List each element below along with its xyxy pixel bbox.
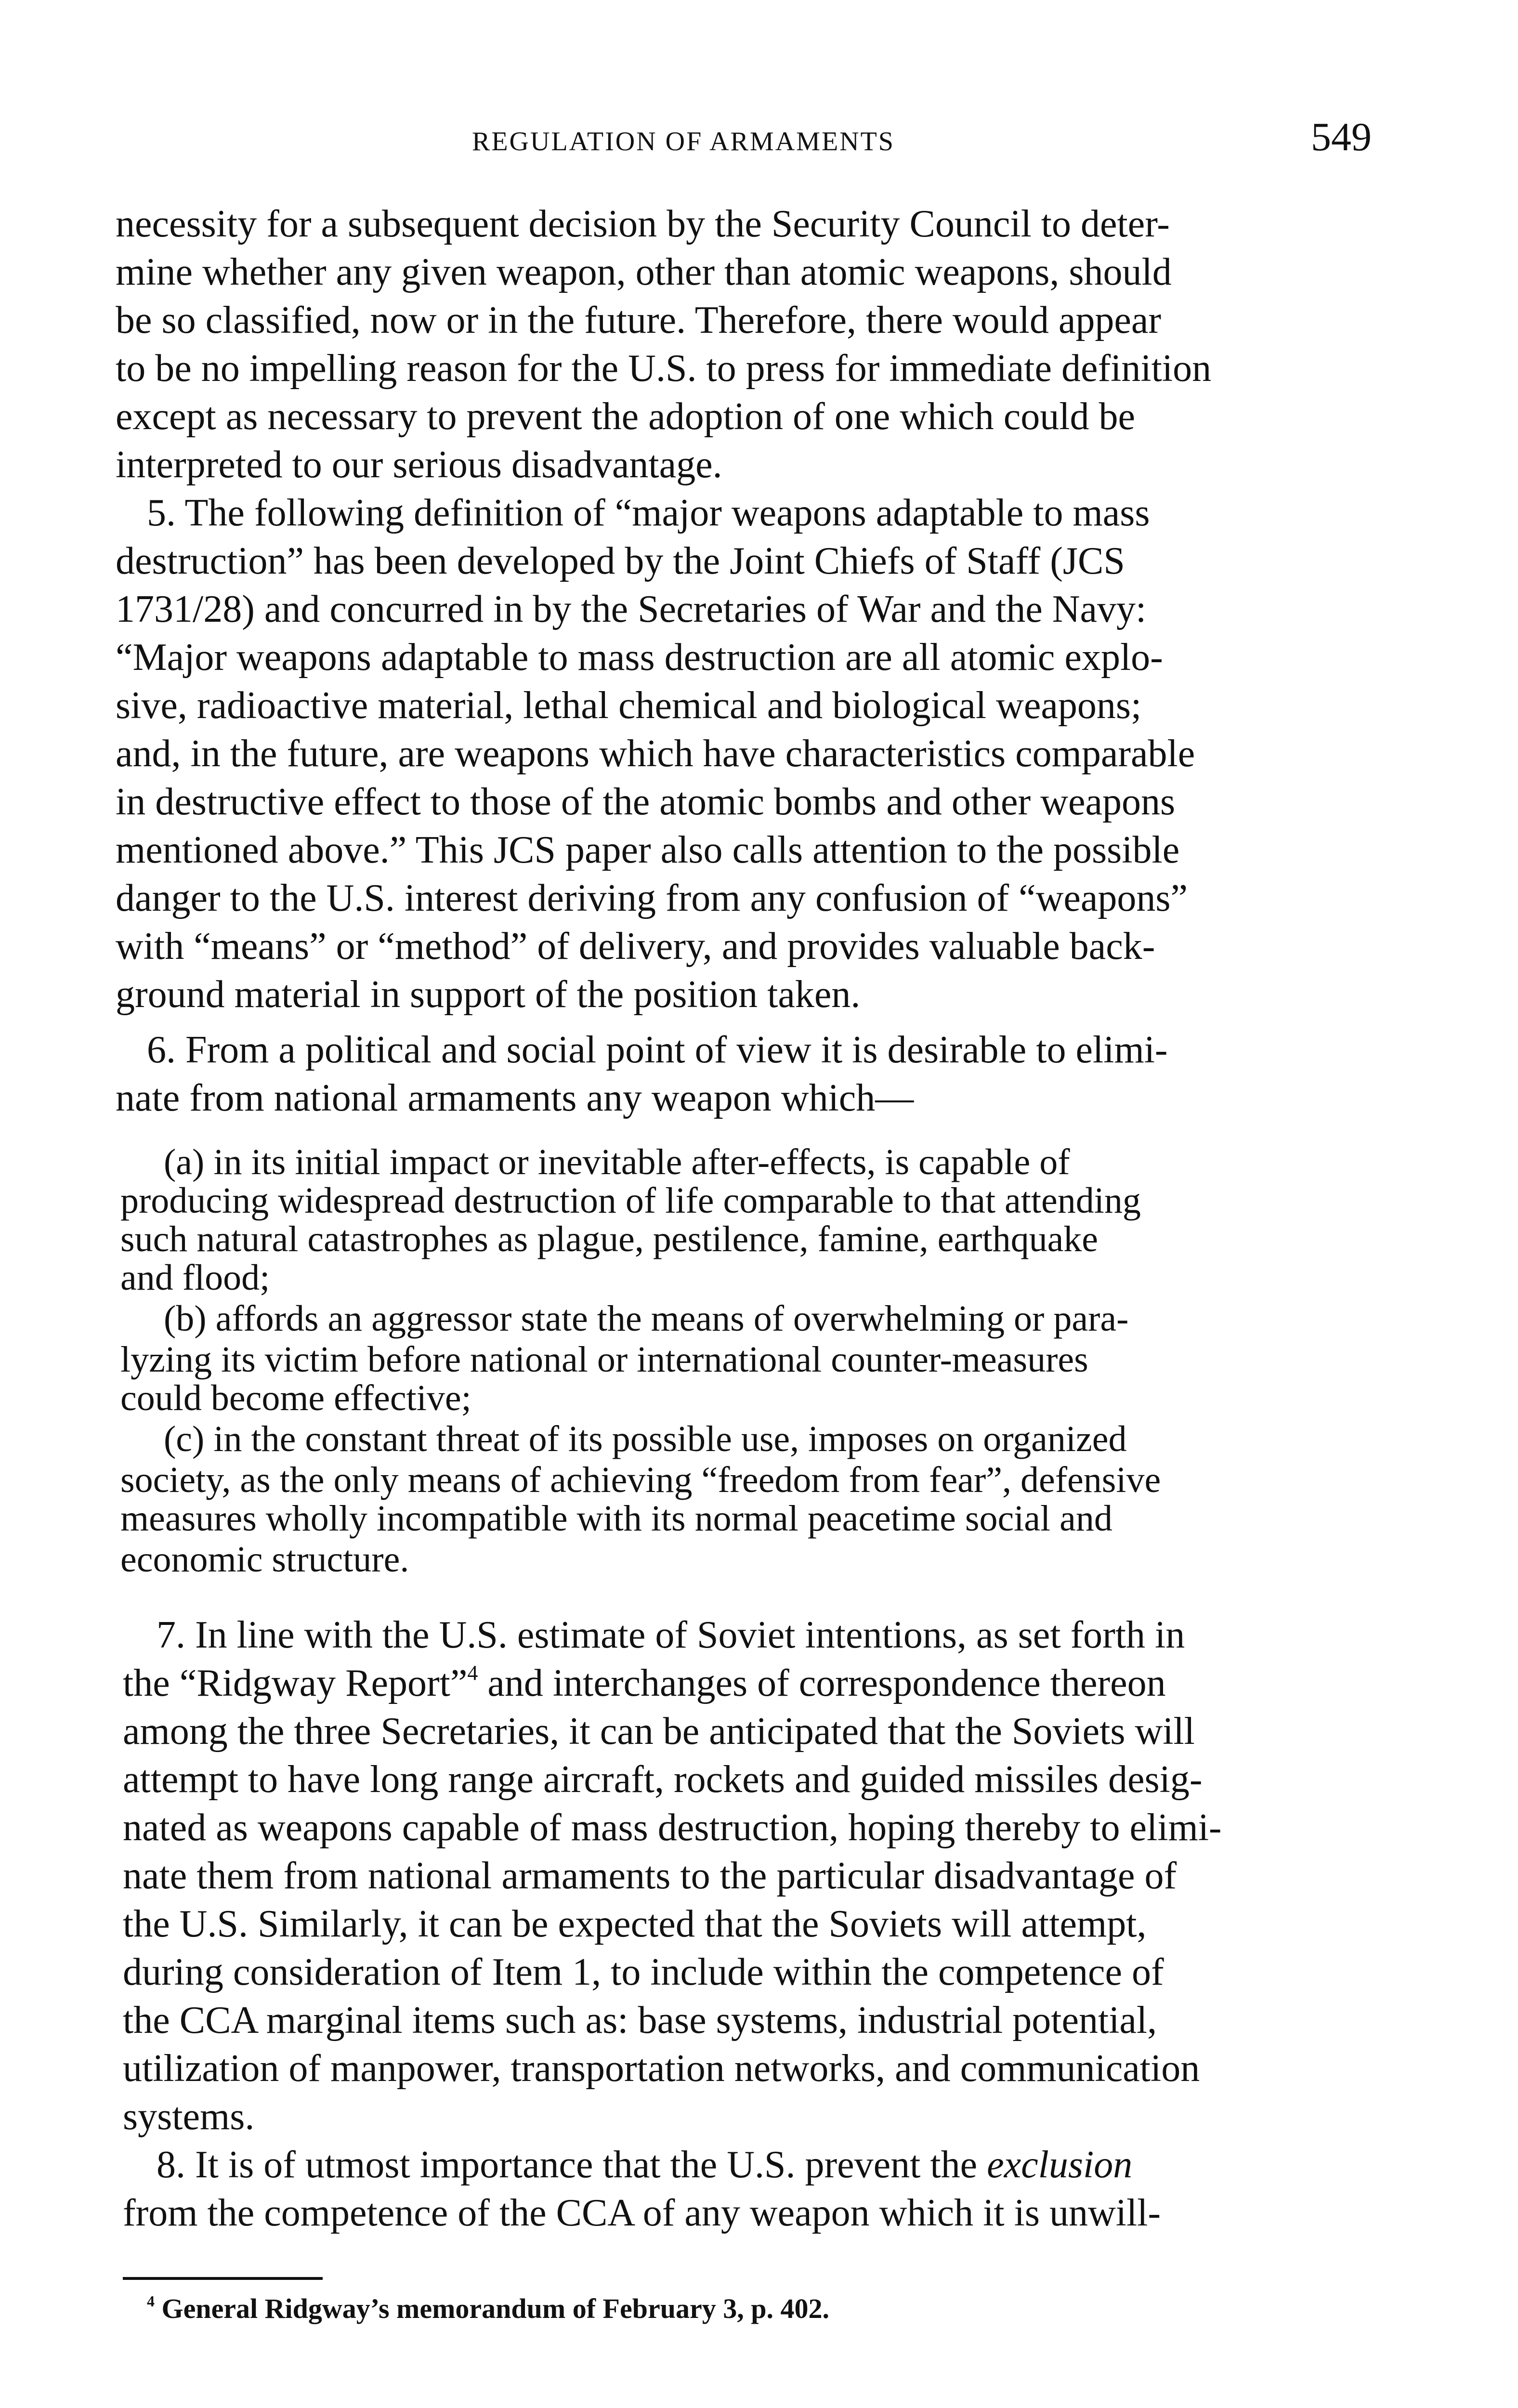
text-line: nate them from national armaments to the particular disadvantage of xyxy=(123,1855,1177,1897)
text-line: mentioned above.” This JCS paper also calls attention to the possible xyxy=(116,829,1180,871)
text-line: the CCA marginal items such as: base systems, industrial potential, xyxy=(123,1999,1157,2042)
text-line: to be no impelling reason for the U.S. to press for immediate definition xyxy=(116,347,1212,390)
text-line: during consideration of Item 1, to include within the competence of xyxy=(123,1951,1164,1993)
paragraph-6-start: 6. From a political and social point of view it is desirable to elimi- xyxy=(147,1029,1168,1071)
indented-line: measures wholly incompatible with its normal peacetime social and xyxy=(120,1498,1112,1539)
item-c-start: (c) in the constant threat of its possible use, imposes on organized xyxy=(164,1419,1127,1459)
indented-line: such natural catastrophes as plague, pestilence, famine, earthquake xyxy=(120,1219,1099,1259)
italic-word: exclusion xyxy=(987,2144,1133,2186)
running-head-title: REGULATION OF ARMAMENTS xyxy=(472,127,895,157)
page-number: 549 xyxy=(1311,115,1372,159)
paragraph-7-start: 7. In line with the U.S. estimate of Soviet intentions, as set forth in xyxy=(157,1614,1185,1656)
item-b-start: (b) affords an aggressor state the means of overwhelming or para- xyxy=(164,1298,1129,1339)
text-line: 1731/28) and concurred in by the Secretaries of War and the Navy: xyxy=(116,588,1147,630)
footnote-text: General Ridgway’s memorandum of February 3, p. 402. xyxy=(154,2293,829,2324)
text-line: attempt to have long range aircraft, rockets and guided missiles desig- xyxy=(123,1758,1203,1801)
text-line: utilization of manpower, transportation networks, and communication xyxy=(123,2047,1200,2090)
text-line: destruction” has been developed by the Joint Chiefs of Staff (JCS xyxy=(116,540,1125,582)
indented-line: lyzing its victim before national or international counter-measures xyxy=(120,1339,1088,1380)
text-line-with-footnote xyxy=(123,1661,1166,1704)
text-line: necessity for a subsequent decision by the Security Council to deter- xyxy=(116,203,1170,245)
text-line: the U.S. Similarly, it can be expected that the Soviets will attempt, xyxy=(123,1903,1147,1945)
text-line: interpreted to our serious disadvantage. xyxy=(116,444,722,486)
paragraph-8-start xyxy=(157,2146,1132,2184)
text-line: with “means” or “method” of delivery, and provides valuable back- xyxy=(116,925,1155,968)
indented-line: society, as the only means of achieving “freedom from fear”, defensive xyxy=(120,1460,1161,1500)
text-line: nated as weapons capable of mass destruction, hoping thereby to elimi- xyxy=(123,1806,1222,1849)
text-line: danger to the U.S. interest deriving from any confusion of “weapons” xyxy=(116,877,1188,919)
text-line: ground material in support of the position taken. xyxy=(116,973,861,1016)
indented-line: producing widespread destruction of life comparable to that attending xyxy=(120,1180,1141,1221)
footnote-reference: 4 xyxy=(467,1661,478,1685)
text-line: except as necessary to prevent the adoption of one which could be xyxy=(116,395,1136,438)
text-line: and, in the future, are weapons which have characteristics comparable xyxy=(116,733,1195,775)
indented-line: and flood; xyxy=(120,1257,270,1298)
text-line: be so classified, now or in the future. Therefore, there would appear xyxy=(116,299,1162,341)
text-segment: the “Ridgway Report” xyxy=(123,1662,468,1704)
footnote-divider xyxy=(123,2277,323,2280)
text-line: among the three Secretaries, it can be anticipated that the Soviets will xyxy=(123,1710,1195,1753)
footnote-marker: 4 xyxy=(147,2293,155,2310)
indented-line: could become effective; xyxy=(120,1378,471,1418)
text-line: “Major weapons adaptable to mass destruction are all atomic explo- xyxy=(116,636,1163,679)
text-line: mine whether any given weapon, other than atomic weapons, should xyxy=(116,251,1172,293)
indented-line: economic structure. xyxy=(120,1539,409,1580)
text-segment: 8. It is of utmost importance that the U.S. prevent the xyxy=(157,2144,987,2186)
text-line: in destructive effect to those of the atomic bombs and other weapons xyxy=(116,781,1176,823)
text-segment: and interchanges of correspondence thereon xyxy=(478,1662,1166,1704)
text-line: systems. xyxy=(123,2095,255,2138)
text-line: from the competence of the CCA of any weapon which it is unwill- xyxy=(123,2192,1161,2234)
text-line: nate from national armaments any weapon which— xyxy=(116,1077,914,1119)
footnote xyxy=(147,2292,829,2325)
paragraph-5-start: 5. The following definition of “major weapons adaptable to mass xyxy=(147,492,1150,534)
item-a-start: (a) in its initial impact or inevitable after-effects, is capable of xyxy=(164,1142,1070,1182)
text-line: sive, radioactive material, lethal chemical and biological weapons; xyxy=(116,684,1142,727)
